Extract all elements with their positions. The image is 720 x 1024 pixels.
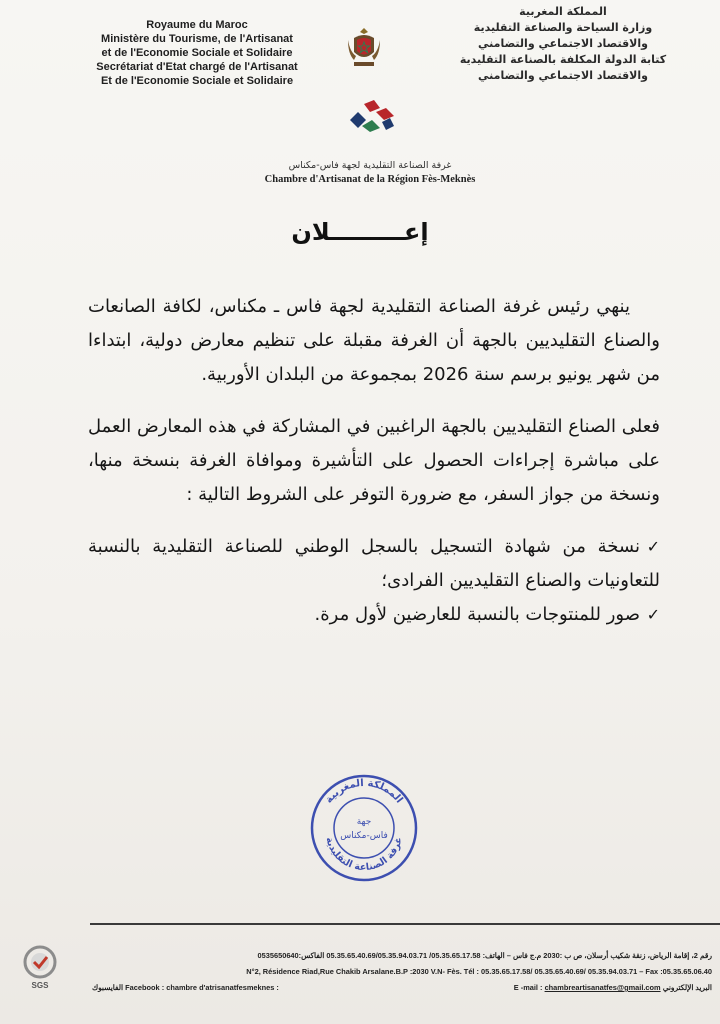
condition-item (88, 598, 660, 632)
header-fr-line-4: Secrétariat d'Etat chargé de l'Artisanat (96, 61, 298, 73)
stamp-outer-text: المملكة المغربية (323, 777, 405, 806)
header-ar-line-5: والاقتصاد الاجتماعي والتضامني (478, 69, 648, 82)
header-fr-line-3: et de l'Economie Sociale et Solidaire (101, 47, 293, 59)
header-ar-line-2: وزارة السياحة والصناعة التقليدية (473, 21, 653, 34)
email-label-arabic: البريد الإلكتروني (662, 983, 712, 992)
sgs-certification-icon (20, 944, 64, 994)
checkmark-icon: ✓ (646, 605, 660, 624)
paragraph-1: ينهي رئيس غرفة الصناعة التقليدية لجهة فاس ـ مكناس، لكافة الصانعات والصناع التقليديين بالجهة أن الغرفة مقبلة على تنظيم معارض دولية، ابتداءا من شهر يونيو برسم سنة 2026 بمجموعة من البلدان الأوربية. (88, 296, 660, 385)
chamber-name-arabic: غرفة الصناعة التقليدية لجهة فاس-مكناس (288, 160, 452, 171)
header-french (62, 18, 332, 88)
announcement-title: إعـــــــــلان (291, 218, 429, 246)
footer-contact (92, 948, 712, 996)
footer-divider (90, 923, 720, 925)
svg-text:المملكة المغربية (324, 778, 405, 806)
announcement-body (88, 290, 660, 632)
header-arabic (428, 4, 698, 84)
conditions-list (88, 530, 660, 632)
condition-2-text: صور للمنتوجات بالنسبة للعارضين لأول مرة. (314, 604, 640, 625)
sgs-label: SGS (31, 981, 49, 990)
header-ar-line-3: والاقتصاد الاجتماعي والتضامني (478, 37, 648, 50)
facebook-label-arabic: الفايسبوك (92, 983, 124, 992)
official-stamp (308, 772, 420, 884)
svg-text:غرفة الصناعة التقليدية (323, 836, 404, 873)
condition-item (88, 530, 660, 598)
facebook-text: Facebook : chambre d'atrisanatfesmeknes : (125, 983, 279, 992)
chamber-name-french: Chambre d'Artisanat de la Région Fès-Meknès (264, 174, 476, 185)
condition-1-text: نسخة من شهادة التسجيل بالسجل الوطني للصناعة التقليدية بالنسبة للتعاونيات والصناع التقليديين الفرادى؛ (88, 536, 660, 591)
footer-address-french: N°2, Résidence Riad,Rue Chakib Arsalane.B.P :2030 V.N- Fès. Tél : 05.35.65.17.58/ 05.35.65.40.69/ 05.35.94.03.71 – Fax :05.35.65.06.40 (246, 967, 712, 976)
header-fr-line-2: Ministère du Tourisme, de l'Artisanat (101, 33, 293, 45)
stamp-inner-top: جهة (356, 817, 372, 827)
chamber-logo-icon (346, 98, 398, 134)
header-ar-line-4: كتابة الدولة المكلفة بالصناعة التقليدية (459, 53, 667, 66)
header-fr-line-1: Royaume du Maroc (146, 19, 248, 31)
paragraph-2: فعلى الصناع التقليديين بالجهة الراغبين في المشاركة في هذه المعارض العمل على مباشرة إجراءات الحصول على التأشيرة وموافاة الغرفة بنسخة منها، ونسخة من جواز السفر، مع ضرورة التوفر على الشروط التالية : (88, 416, 660, 505)
stamp-inner-mid: فاس-مكناس (340, 831, 388, 841)
coat-of-arms-icon (346, 26, 382, 70)
header-ar-line-1: المملكة المغربية (519, 5, 607, 18)
header-fr-line-5: Et de l'Economie Sociale et Solidaire (100, 75, 294, 87)
footer-social-row (92, 980, 712, 996)
footer-address-arabic: رقم 2، إقامة الرياض، زنقة شكيب أرسلان، ص ب :2030 م.ج فاس – الهاتف: 05.35.65.17.58/ 05.35.65.40.69/05.35.94.03.71 الفاكس:0535650640 (257, 951, 712, 960)
email-label: E -mail : (513, 983, 543, 992)
checkmark-icon: ✓ (646, 537, 660, 556)
stamp-bottom-text: غرفة الصناعة التقليدية (323, 836, 405, 874)
email-link[interactable]: chambreartisanatfes@gmail.com (544, 983, 661, 992)
